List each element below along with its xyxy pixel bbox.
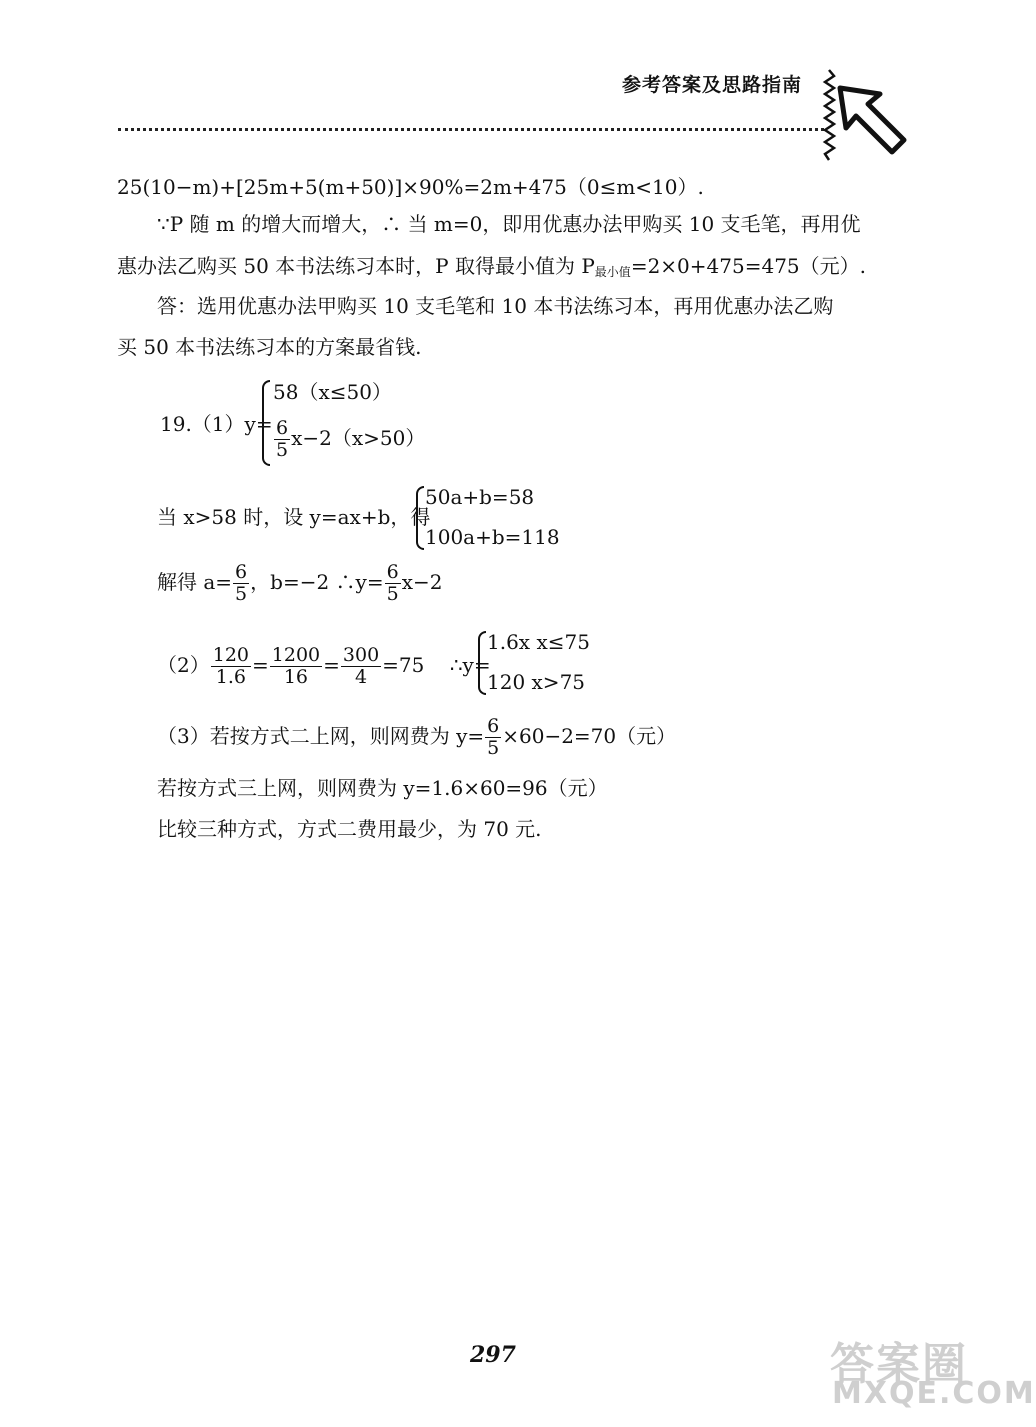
- frac-den: 5: [487, 737, 500, 759]
- part2-y: ∴y=: [449, 653, 491, 677]
- arrow-up-left-icon: [832, 80, 910, 158]
- p19-part2-case-2: 120 x>75: [487, 670, 586, 694]
- solve-middle: ，b=−2 ∴y=: [250, 570, 384, 594]
- frac-den: 16: [283, 666, 309, 688]
- frac-den: 5: [235, 583, 248, 605]
- watermark-logo: 答案圈: [830, 1339, 968, 1390]
- p19-system-brace: [416, 486, 424, 550]
- p19-part2-line: （2） $\frac{120}{1.6}$ = $\frac{1200}{16}$ = $\frac{300}{4}$ =75 ∴y=: [157, 644, 491, 688]
- watermark-url: MXQE.COM: [832, 1376, 1036, 1411]
- solve-fraction-2: [385, 562, 401, 605]
- p19-system-1: 50a+b=58: [425, 485, 535, 509]
- p19-case-2-fraction: [274, 418, 290, 461]
- part2-eq: =75: [382, 653, 425, 677]
- p18-subscript: 最小值: [594, 265, 631, 279]
- p18-line-1: 25(10−m)+[25m+5(m+50)]×90%=2m+475（0≤m<10）.: [117, 175, 704, 199]
- running-header-title: 参考答案及思路指南: [622, 74, 803, 96]
- frac-num: 300: [342, 644, 380, 666]
- frac-num: 1200: [271, 644, 321, 666]
- p19-system-2: 100a+b=118: [425, 525, 560, 549]
- frac-num: 6: [235, 561, 248, 583]
- part3-lead: （3）若按方式二上网，则网费为 y=: [157, 724, 485, 748]
- frac-den: 1.6: [215, 666, 246, 688]
- solve-prefix: 解得 a=: [157, 570, 233, 594]
- p18-line-2: ∵P 随 m 的增大而增大，∴ 当 m=0，即用优惠办法甲购买 10 支毛笔，再用优: [157, 212, 861, 236]
- p18-line-3b: =2×0+475=475（元）.: [630, 254, 866, 278]
- solve-fraction: [233, 562, 249, 605]
- solve-end: x−2: [401, 570, 443, 594]
- p19-part2-case-1: 1.6x x≤75: [487, 630, 590, 654]
- p18-answer-line-2: 买 50 本书法练习本的方案最省钱.: [117, 335, 422, 359]
- p19-solve-line: [157, 562, 442, 605]
- part3-rest: ×60−2=70（元）: [502, 724, 677, 748]
- frac-num: 6: [487, 715, 500, 737]
- part2-lead: （2）: [157, 653, 210, 677]
- frac-num: 6: [386, 561, 399, 583]
- p19-lead: 19.（1）y=: [160, 412, 273, 436]
- frac-den: 5: [386, 583, 399, 605]
- part3-fraction: [485, 716, 501, 759]
- p18-line-3a: 惠办法乙购买 50 本书法练习本时，P 取得最小值为 P: [117, 254, 595, 278]
- p19-part2-brace: [478, 631, 486, 695]
- p19-part3-line-3: 比较三种方式，方式二费用最少，为 70 元.: [157, 817, 542, 841]
- p19-case-2: [273, 418, 425, 461]
- p18-line-3: [117, 252, 866, 286]
- frac-den: 5: [276, 439, 289, 461]
- p19-when-line: 当 x>58 时，设 y=ax+b，得: [157, 505, 431, 529]
- frac-den: 4: [354, 666, 368, 688]
- part2-frac-1: [211, 645, 251, 688]
- header-dotted-rule: [118, 128, 824, 131]
- p19-case-1: 58（x≤50）: [273, 380, 392, 404]
- p19-case-brace: [262, 380, 270, 466]
- p19-case-2-rest: x−2（x>50）: [291, 426, 426, 450]
- part2-frac-3: [341, 645, 381, 688]
- frac-num: 6: [276, 417, 289, 439]
- part2-frac-2: [270, 645, 322, 688]
- p19-part3-line-1: [157, 716, 676, 759]
- frac-num: 120: [212, 644, 249, 666]
- page-number: 297: [470, 1342, 516, 1368]
- p19-part3-line-2: 若按方式三上网，则网费为 y=1.6×60=96（元）: [157, 776, 608, 800]
- p18-answer-line-1: 答：选用优惠办法甲购买 10 支毛笔和 10 本书法练习本，再用优惠办法乙购: [157, 294, 834, 318]
